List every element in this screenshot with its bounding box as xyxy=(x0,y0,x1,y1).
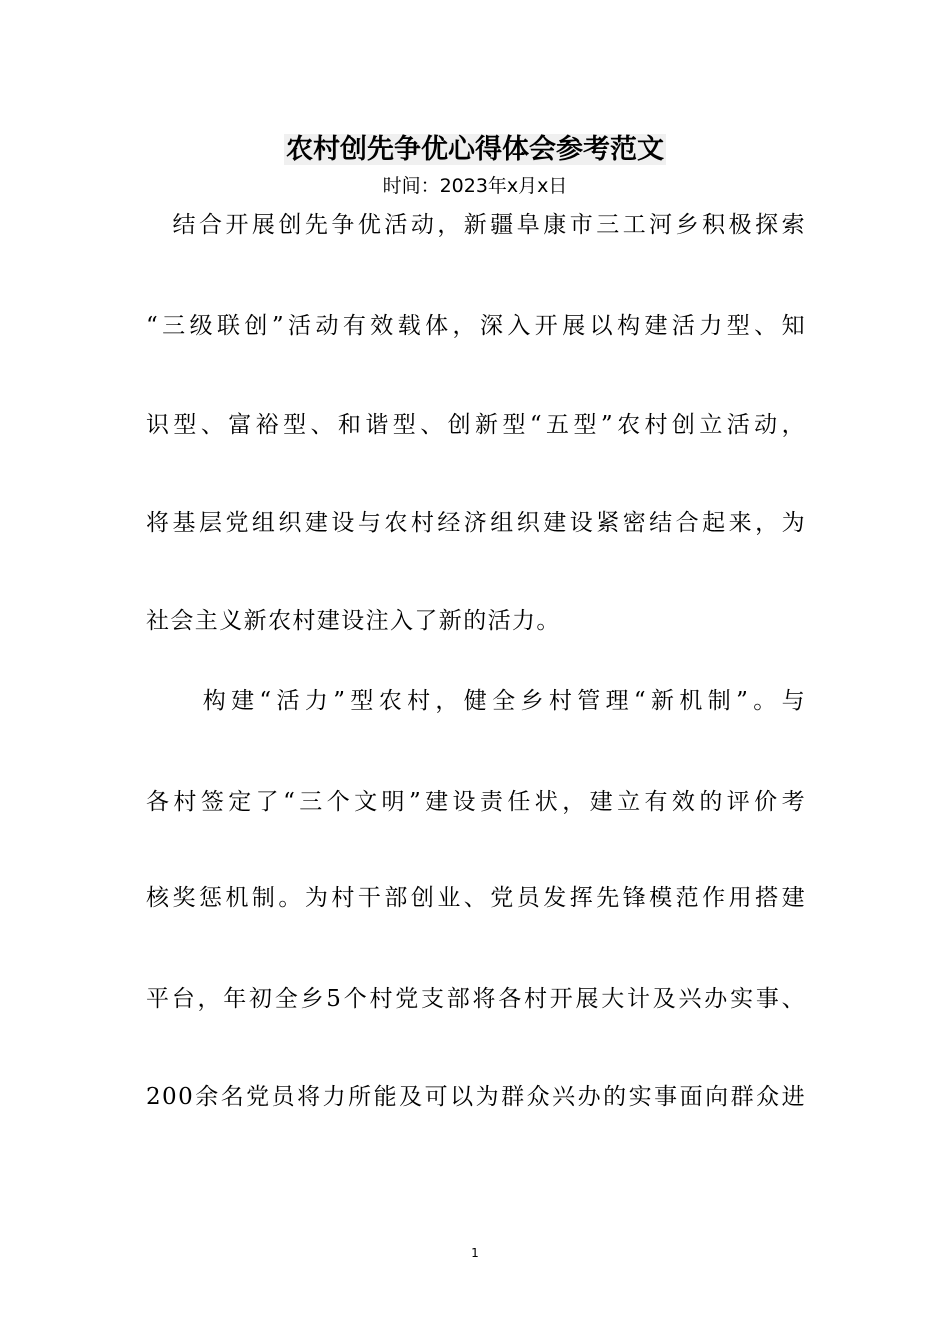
body-line: 200余名党员将力所能及可以为群众兴办的实事面向群众进 xyxy=(146,1084,806,1110)
body-line: “三级联创”活动有效载体，深入开展以构建活力型、知 xyxy=(146,313,806,339)
body-line: 构建“活力”型农村，健全乡村管理“新机制”。与 xyxy=(146,688,806,714)
body-line: 各村签定了“三个文明”建设责任状，建立有效的评价考 xyxy=(146,789,806,815)
body-line: 将基层党组织建设与农村经济组织建设紧密结合起来，为 xyxy=(146,510,806,536)
document-date: 时间：2023年x月x日 xyxy=(382,175,568,197)
body-line: 识型、富裕型、和谐型、创新型“五型”农村创立活动， xyxy=(146,412,806,438)
body-line: 核奖惩机制。为村干部创业、党员发挥先锋模范作用搭建 xyxy=(146,885,806,911)
body-line: 平台，年初全乡5个村党支部将各村开展大计及兴办实事、 xyxy=(146,986,806,1012)
page-number: 1 xyxy=(471,1246,479,1260)
body-line: 社会主义新农村建设注入了新的活力。 xyxy=(146,608,561,634)
document-title: 农村创先争优心得体会参考范文 xyxy=(286,134,664,165)
body-line: 结合开展创先争优活动，新疆阜康市三工河乡积极探索 xyxy=(146,212,806,238)
